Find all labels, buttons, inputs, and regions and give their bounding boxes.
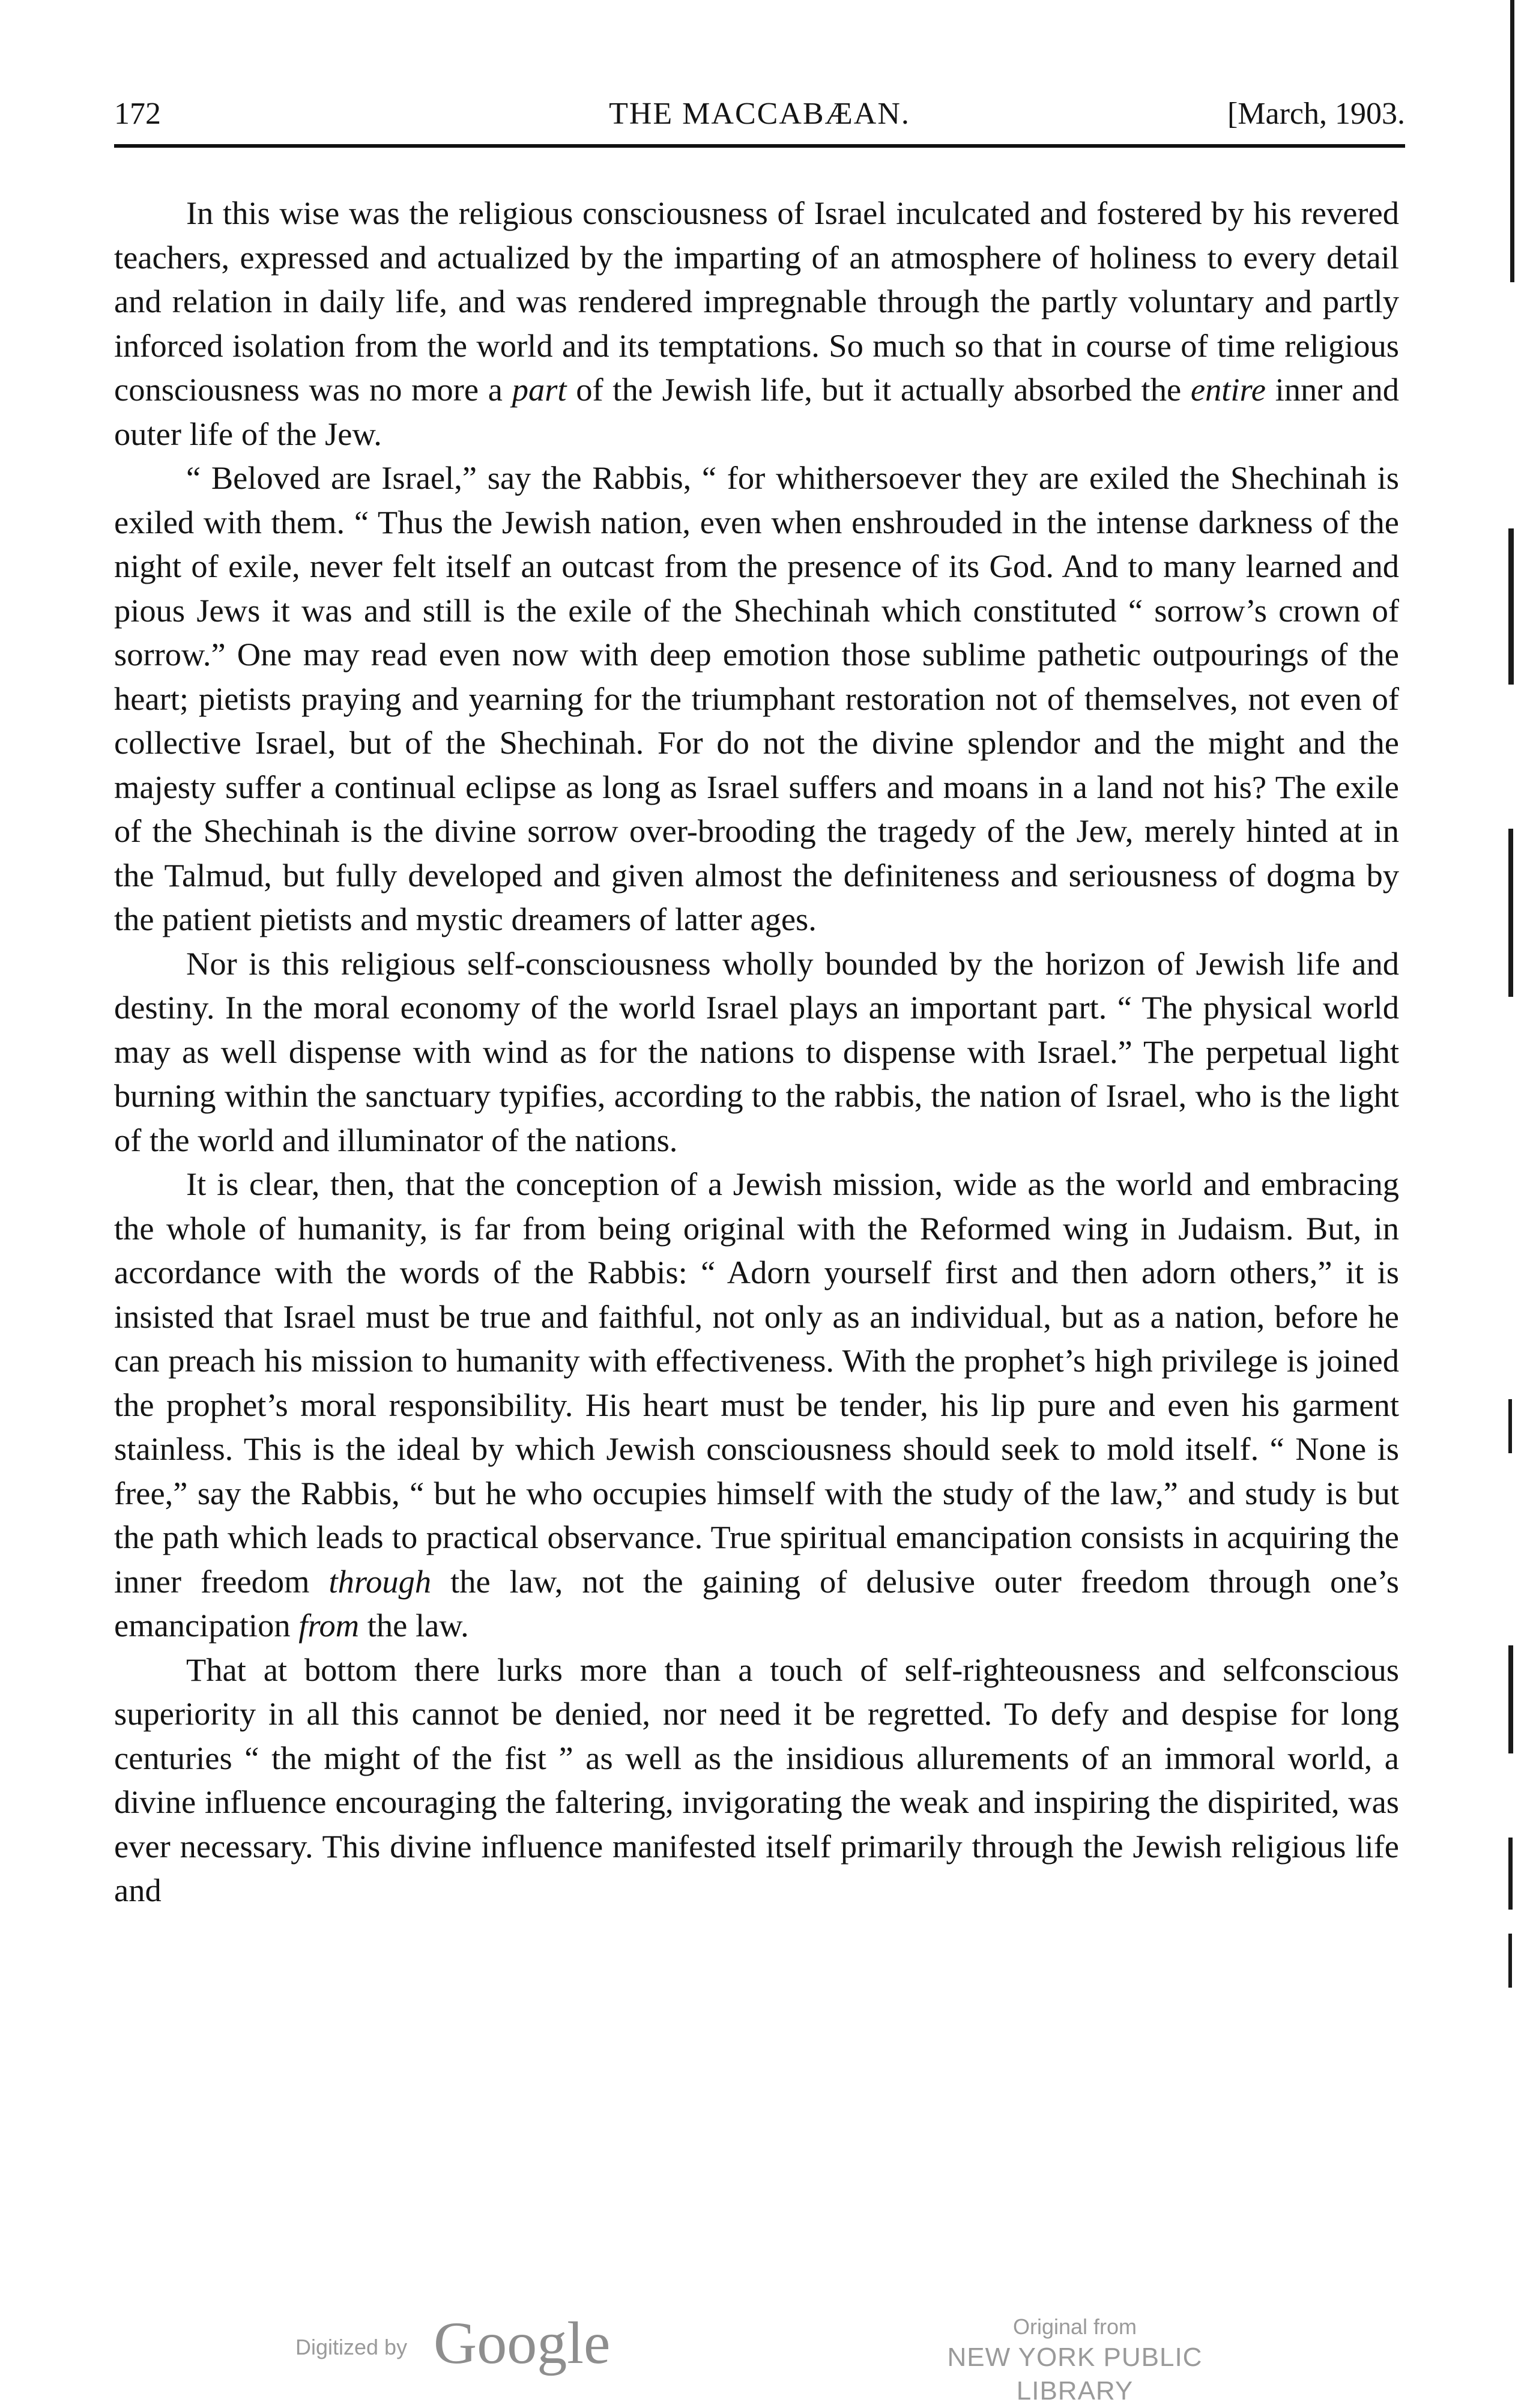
italic-emphasis: part [512,371,567,408]
text-run: Nor is this religious self-consciousness wholly bounded by the horizon of Jewish life and destiny. In the moral economy of the world Israel plays an important part. “ The physical world may as well dispense with wind as for the nations to dispense with Israel.” The perpetual light burning within the sanctuary typifies, according to the rabbis, the nation of Israel, who is the light of the world and illuminator of the nations. [114,945,1399,1158]
article-body [114,191,1399,1913]
page-edge-shadow [1508,528,1514,685]
text-run: the law, not the gaining of delusive outer freedom through one’s emancipation [114,1562,1399,1644]
running-head [114,90,1405,138]
italic-emphasis: entire [1190,371,1266,408]
header-rule [114,144,1405,148]
library-watermark [889,2313,1261,2408]
text-run: of the Jewish life, but it actually absorbed the [566,371,1191,408]
italic-emphasis: from [298,1607,360,1644]
italic-emphasis: through [328,1562,432,1600]
page-edge-shadow [1508,1838,1513,1910]
text-run: It is clear, then, that the conception of a Jewish mission, wide as the world and embracing the whole of humanity, is far from being original with the Reformed wing in Judaism. But, in accordance with the words of the Rabbis: “ Adorn yourself first and then adorn others,” it is insisted that Israel must be true and faithful, not only as an individual, but as a nation, before he can preach his mission to humanity with effectiveness. With the prophet’s high privilege is joined the prophet’s moral responsibility. His heart must be tender, his lip pure and even his garment stainless. This is the ideal by which Jewish consciousness should seek to mold itself. “ None is free,” say the Rabbis, “ but he who occupies himself with the study of the law,” and study is but the path which leads to practical observance. True spiritual emancipation consists in acquiring the inner freedom [114,1166,1399,1600]
text-run: the law. [359,1607,469,1644]
page-number: 172 [114,97,161,131]
page-edge-shadow [1508,829,1513,997]
text-run: “ Beloved are Israel,” say the Rabbis, “ for whithersoever they are exiled the Shechinah is exiled with them. “ Thus the Jewish nation, even when enshrouded in the intense darkness of the night of exile, never felt itself an outcast from the presence of its God. And to many learned and pious Jews it was and still is the exile of the Shechinah which constituted “ sorrow’s crown of sorrow.” One may read even now with deep emotion those sublime pathetic outpourings of the heart; pietists praying and yearning for the triumphant restoration not of themselves, not even of collective Israel, but of the Shechinah. For do not the divine splendor and the might and the majesty suffer a continual eclipse as long as Israel suffers and moans in a land not his? The exile of the Shechinah is the divine sorrow over-brooding the tragedy of the Jew, merely hinted at in the Talmud, but fully developed and given almost the definiteness and seriousness of dogma by the patient pietists and mystic dreamers of latter ages. [114,459,1399,937]
digitized-by-text: Digitized by [295,2335,408,2359]
page-edge-shadow [1508,1399,1512,1453]
paragraph [114,1162,1399,1648]
paragraph [114,1648,1399,1913]
page-edge-shadow [1508,1645,1513,1753]
paragraph [114,456,1399,942]
paragraph [114,191,1399,456]
text-run: inner and outer life of the Jew. [114,371,1399,452]
text-run: That at bottom there lurks more than a touch of self-righteousness and selfconscious superiority in all this cannot be denied, nor need it be regretted. To defy and despise for long centuries “ the might of the fist ” as well as the insidious allurements of an immoral world, a divine influence encouraging the faltering, invigorating the weak and inspiring the dispirited, was ever necessary. This divine influence manifested itself primarily through the Jewish religious life and [114,1651,1399,1908]
google-logo: Google [434,2310,611,2376]
page-edge-shadow [1510,0,1514,282]
original-from-text: Original from [1012,2314,1137,2339]
page-edge-shadow [1508,1934,1512,1988]
journal-title: THE MACCABÆAN. [609,97,910,131]
paragraph [114,942,1399,1163]
issue-date: [March, 1903. [1227,97,1405,131]
library-name: NEW YORK PUBLIC LIBRARY [947,2343,1203,2406]
text-run: In this wise was the religious consciousness of Israel inculcated and fostered by his revered teachers, expressed and actualized by the imparting of an atmosphere of holiness to every detail and relation in daily life, and was rendered impregnable through the partly voluntary and partly inforced isolation from the world and its temptations. So much so that in course of time religious consciousness was no more a [114,195,1399,408]
